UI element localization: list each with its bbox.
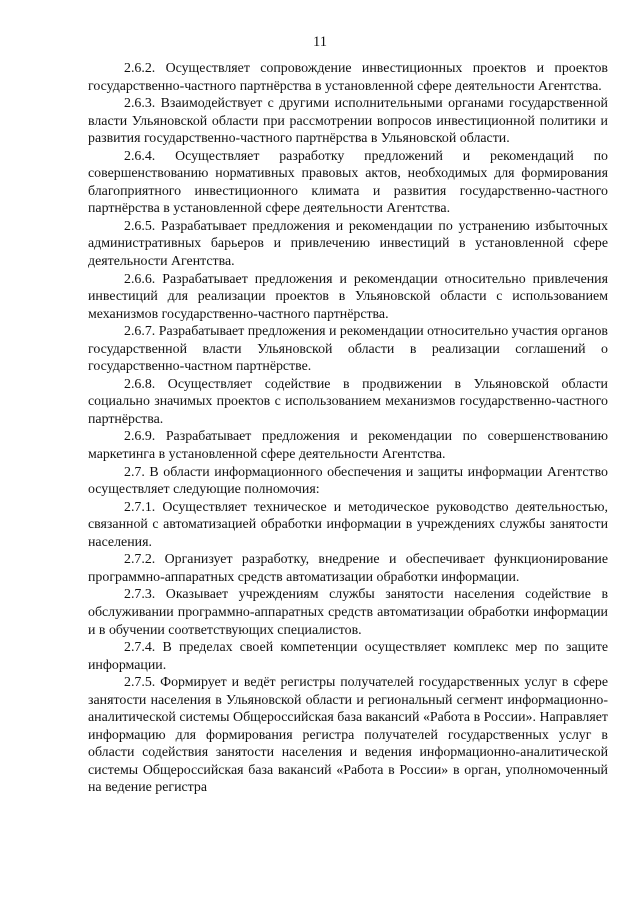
paragraph-2-7-5: 2.7.5. Формирует и ведёт регистры получателей государственных услуг в сфере занятости населения в Ульяновской области и региональный сегмент информационно-аналитической системы Общероссийская база вакансий «Работа в России». Направляет информацию для формирования регистра получателей государственных услуг в области содействия занятости населения и ведения информационно-аналитической системы Общероссийская база вакансий «Работа в России» в орган, уполномоченный на ведение регистра bbox=[88, 675, 608, 796]
paragraph-2-6-5: 2.6.5. Разрабатывает предложения и рекомендации по устранению избыточных административных барьеров и привлечению инвестиций в установленной сфере деятельности Агентства. bbox=[88, 218, 608, 270]
paragraph-2-7-1: 2.7.1. Осуществляет техническое и методическое руководство деятельностью, связанной с автоматизацией обработки информации в учреждениях службы занятости населения. bbox=[88, 499, 608, 550]
document-body bbox=[88, 60, 608, 797]
paragraph-2-6-9: 2.6.9. Разрабатывает предложения и рекомендации по совершенствованию маркетинга в установленной сфере деятельности Агентства. bbox=[88, 429, 608, 463]
page-number: 11 bbox=[313, 34, 327, 50]
paragraph-2-7: 2.7. В области информационного обеспечения и защиты информации Агентство осуществляет следующие полномочия: bbox=[88, 464, 608, 498]
paragraph-2-6-6: 2.6.6. Разрабатывает предложения и рекомендации относительно привлечения инвестиций для реализации проектов в Ульяновской области с использованием механизмов государственно-частного партнёрства. bbox=[88, 271, 608, 322]
paragraph-2-6-2: 2.6.2. Осуществляет сопровождение инвестиционных проектов и проектов государственно-частного партнёрства в установленной сфере деятельности Агентства. bbox=[88, 61, 608, 94]
paragraph-2-7-3: 2.7.3. Оказывает учреждениям службы занятости населения содействие в обслуживании программно-аппаратных средств автоматизации обработки информации и в обучении соответствующих специалистов. bbox=[88, 587, 608, 638]
paragraph-2-6-7: 2.6.7. Разрабатывает предложения и рекомендации относительно участия органов государственной власти Ульяновской области в реализации соглашений о государственно-частном партнёрстве. bbox=[88, 324, 608, 375]
paragraph-2-7-4: 2.7.4. В пределах своей компетенции осуществляет комплекс мер по защите информации. bbox=[88, 640, 608, 673]
paragraph-2-6-4: 2.6.4. Осуществляет разработку предложений и рекомендаций по совершенствованию нормативных правовых актов, необходимых для формирования благоприятного инвестиционного климата и развития государственно-частного партнёрства в установленной сфере деятельности Агентства. bbox=[88, 148, 608, 217]
paragraph-2-6-8: 2.6.8. Осуществляет содействие в продвижении в Ульяновской области социально значимых проектов с использованием механизмов государственно-частного партнёрства. bbox=[88, 376, 608, 427]
paragraph-2-6-3: 2.6.3. Взаимодействует с другими исполнительными органами государственной власти Ульяновской области при рассмотрении вопросов инвестиционной политики и развития государственно-частного партнёрства в Ульяновской области. bbox=[88, 96, 608, 147]
paragraph-2-7-2: 2.7.2. Организует разработку, внедрение и обеспечивает функционирование программно-аппаратных средств автоматизации обработки информации. bbox=[88, 552, 608, 585]
